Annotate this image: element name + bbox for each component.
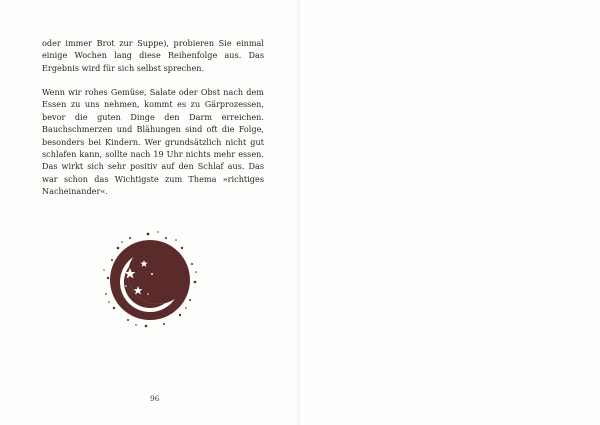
left-paragraph-2: Wenn wir rohes Gemüse, Salate oder Obst nach dem Essen zu uns nehmen, kommt es zu Gärprozessen, bevor die guten Dinge den Darm erreichen. Bauchschmerzen und Blähungen sind oft die Folge, besonders bei Kindern. Wer grundsätzlich nicht gut schlafen kann, sollte nach 19 Uhr nichts mehr essen. Das wirkt sich sehr positiv auf den Schlaf aus. Das war schon das Wichtigste zum Thema »richtiges Nacheinander«. (42, 87, 264, 197)
crescent-moon-stars-icon (100, 230, 200, 330)
left-paragraph-1: oder immer Brot zur Suppe), probieren Sie einmal einige Wochen lang diese Reihenfolge aus. Das Ergebnis wird für sich selbst sprechen. (42, 38, 264, 73)
page-number-left: 96 (150, 394, 160, 403)
right-page (300, 0, 600, 425)
